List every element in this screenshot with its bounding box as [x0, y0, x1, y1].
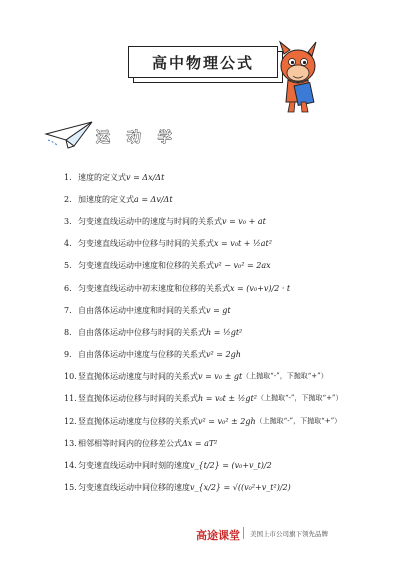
formula-expression: a = Δv/Δt — [134, 194, 173, 204]
formula-expression: x = (v₀+v)/2 · t — [230, 283, 291, 293]
formula-expression: v = v₀ ± gt — [198, 372, 243, 382]
formula-number: 9. — [64, 350, 72, 360]
formula-description: 相邻相等时间内的位移差公式 — [78, 438, 182, 448]
formula-expression: Δx = aT² — [182, 438, 218, 448]
formula-description: 匀变速直线运动中位移与时间的关系式 — [78, 239, 214, 249]
formula-item — [64, 188, 394, 210]
formula-expression: v_{x/2} = √((v₀²+v_t²)/2) — [190, 483, 291, 493]
page-title-text: 高中物理公式 — [151, 53, 254, 72]
formula-number: 13. — [64, 438, 77, 448]
formula-expression: v_{t/2} = (v₀+v_t)/2 — [190, 461, 272, 471]
formula-number: 3. — [64, 216, 72, 226]
formula-expression: v = gt — [206, 305, 231, 315]
page-title — [128, 46, 278, 78]
formula-item — [64, 432, 394, 454]
formula-item — [64, 299, 394, 321]
formula-description: 竖直抛体运动速度与位移的关系式 — [78, 416, 198, 426]
formula-expression: v² − v₀² = 2ax — [214, 261, 271, 271]
formula-expression: v² = v₀² ± 2gh — [198, 416, 256, 426]
formula-number: 12. — [64, 416, 77, 426]
formula-item — [64, 210, 394, 232]
formula-number: 8. — [64, 327, 72, 337]
formula-number: 15. — [64, 483, 77, 493]
formula-item — [64, 255, 394, 277]
formula-number: 7. — [64, 305, 72, 315]
formula-number: 1. — [64, 172, 72, 182]
formula-description: 自由落体运动中速度和时间的关系式 — [78, 305, 206, 315]
formula-note: （上抛取“-”，下抛取“+”） — [242, 372, 328, 381]
horse-mascot-icon — [268, 40, 328, 118]
formula-expression: v = v₀ + at — [222, 216, 266, 226]
formula-description: 匀变速直线运动中间位移的速度 — [78, 483, 190, 493]
formula-item — [64, 410, 394, 432]
formula-item — [64, 277, 394, 299]
formula-item — [64, 477, 394, 499]
formula-description: 竖直抛体运动位移与时间的关系式 — [78, 394, 198, 404]
formula-description: 匀变速直线运动中速度和位移的关系式 — [78, 261, 214, 271]
formula-number: 11. — [64, 394, 77, 404]
formula-description: 匀变速直线运动中初末速度和位移的关系式 — [78, 283, 230, 293]
formula-description: 加速度的定义式 — [78, 194, 134, 204]
formula-note: （上抛取“-”，下抛取“+”） — [255, 416, 342, 425]
formula-item — [64, 388, 394, 410]
formula-expression: v² = 2gh — [206, 350, 241, 360]
formula-note: （上抛取“-”，下抛取“+”） — [256, 394, 343, 403]
formula-description: 匀变速直线运动中间时刻的速度 — [78, 461, 190, 471]
formula-item — [64, 233, 394, 255]
formula-number: 14. — [64, 461, 77, 471]
formula-number: 4. — [64, 239, 72, 249]
formula-description: 速度的定义式 — [78, 172, 126, 182]
formula-item — [64, 344, 394, 366]
formula-description: 自由落体运动中速度与位移的关系式 — [78, 350, 206, 360]
formula-item — [64, 454, 394, 476]
formula-number: 2. — [64, 194, 72, 204]
footer-logo: 高途课堂 — [196, 529, 240, 542]
formula-description: 自由落体运动中位移与时间的关系式 — [78, 327, 206, 337]
paper-plane-icon — [44, 120, 94, 150]
formula-expression: x = v₀t + ½at² — [214, 239, 272, 249]
formula-number: 6. — [64, 283, 72, 293]
formula-number: 10. — [64, 372, 77, 382]
formula-expression: v = Δx/Δt — [126, 172, 165, 182]
formula-item — [64, 321, 394, 343]
section-title: 运 动 学 — [96, 130, 178, 146]
formula-description: 匀变速直线运动中的速度与时间的关系式 — [78, 216, 222, 226]
footer-divider — [243, 527, 244, 539]
formula-description: 竖直抛体运动速度与时间的关系式 — [78, 372, 198, 382]
formula-expression: h = ½gt² — [206, 327, 243, 337]
formula-number: 5. — [64, 261, 72, 271]
formula-list — [64, 166, 394, 499]
formula-expression: h = v₀t ± ½gt² — [198, 394, 257, 404]
formula-item — [64, 366, 394, 388]
footer-tagline: 美国上市公司旗下领先品牌 — [250, 530, 328, 538]
formula-item — [64, 166, 394, 188]
